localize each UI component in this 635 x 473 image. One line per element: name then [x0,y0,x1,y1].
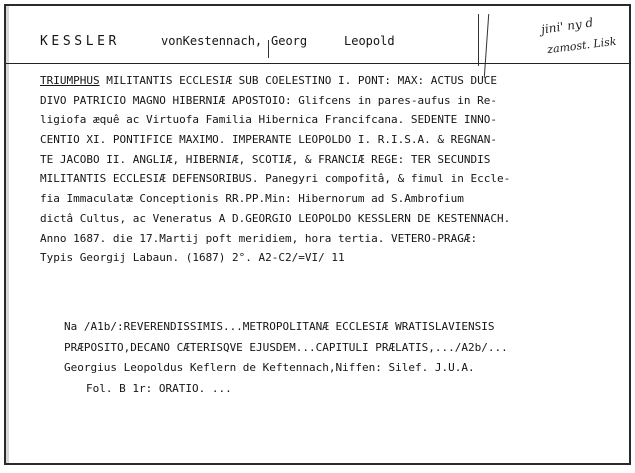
ink-stroke [484,14,489,78]
title-line: Anno 1687. die 17.Martij poft meridiem, hora tertia. VETERO-PRAGÆ: [40,231,478,245]
author-given-name: Georg [271,34,308,48]
title-line: ligiofa æquê ac Virtuofa Familia Hibernica Francifcana. SEDENTE INNO- [40,113,497,127]
title-line: TE JACOBO II. ANGLIÆ, HIBERNIÆ, SCOTIÆ, & FRANCIÆ REGE: TER SECUNDIS [40,152,491,166]
title-line: DIVO PATRICIO MAGNO HIBERNIÆ APOSTOIO: Glifcens in pares-aufus in Re- [40,93,497,107]
title-line: CENTIO XI. PONTIFICE MAXIMO. IMPERANTE LEOPOLDO I. R.I.S.A. & REGNAN- [40,133,497,147]
catalog-card [4,4,631,465]
ink-stroke [478,14,479,66]
dedication-line: PRÆPOSITO,DECANO CÆTERISQVE EJUSDEM...CAPITULI PRÆLATIS,.../A2b/... [64,340,508,354]
margin-note: zamost. Lisk [546,34,618,57]
dedication-note [64,317,508,400]
margin-note: jini' ny d [540,15,594,37]
author-nobility: vonKestennach, [161,34,263,48]
folio-line: Fol. B 1r: ORATIO. ... [86,382,232,396]
author-second-name: Leopold [344,34,395,48]
header-rule [6,63,631,64]
title-line: fia Immaculatæ Conceptionis RR.PP.Min: Hibernorum ad S.Ambrofium [40,192,464,206]
ink-stroke [268,40,269,58]
title-line: TRIUMPHUS MILITANTIS ECCLESIÆ SUB COELESTINO I. PONT: MAX: ACTUS DUCE [40,74,497,87]
title-line: Typis Georgij Labaun. (1687) 2°. A2-C2/=VI/ 11 [40,251,345,265]
dedication-line: Na /A1b/:REVERENDISSIMIS...METROPOLITANÆ ECCLESIÆ WRATISLAVIENSIS [64,320,495,333]
author-surname: KESSLER [40,34,120,49]
title-line: dictâ Cultus, ac Veneratus A D.GEORGIO LEOPOLDO KESSLERN DE KESTENNACH. [40,211,511,225]
dedication-line: Georgius Leopoldus Keflern de Keftennach,Niffen: Silef. J.U.A. [64,361,475,375]
title-line: MILITANTIS ECCLESIÆ DEFENSORIBUS. Panegyri compofitâ, & fimul in Eccle- [40,172,511,186]
title-description [40,71,510,268]
